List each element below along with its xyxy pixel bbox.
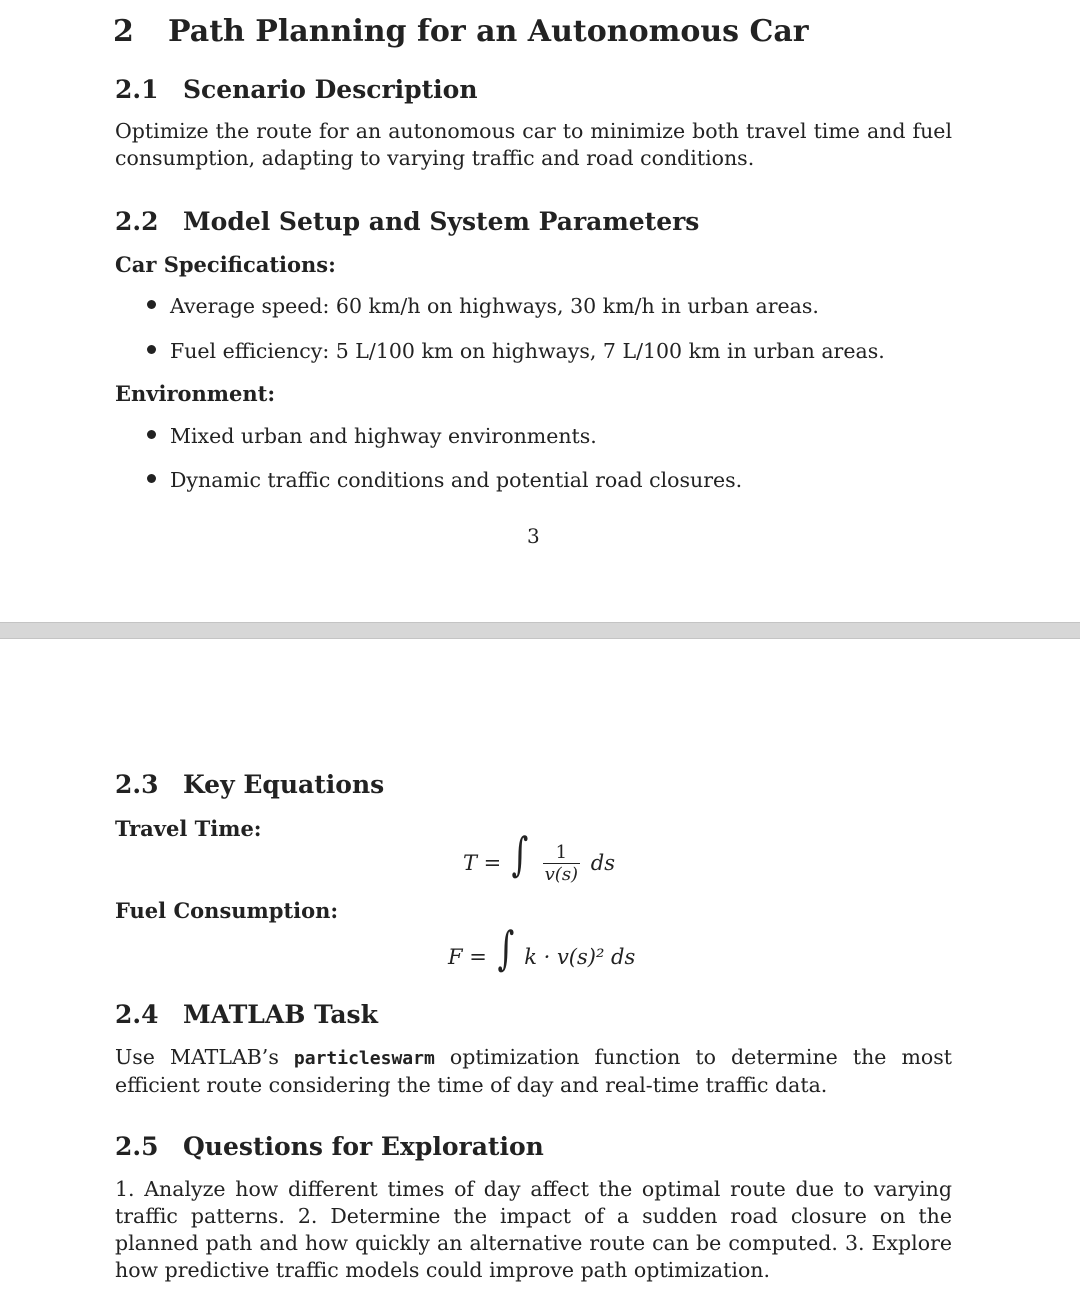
scenario-description-text: Optimize the route for an autonomous car to minimize both travel time and fuel consumption, adapting to varying traffic and road conditions. — [115, 119, 952, 170]
page-separator — [0, 622, 1080, 639]
document-page-2 — [0, 639, 1080, 1309]
subsection-2-1-number: 2.1 — [115, 75, 159, 104]
section-title: Path Planning for an Autonomous Car — [168, 14, 809, 49]
integral-symbol: ∫ — [497, 921, 514, 975]
travel-time-label: Travel Time: — [115, 816, 262, 841]
subsection-2-2-title: Model Setup and System Parameters — [183, 207, 700, 236]
list-item: Dynamic traffic conditions and potential road closures. — [147, 468, 742, 492]
subsection-2-5-title: Questions for Exploration — [183, 1132, 544, 1161]
subsection-2-3-title: Key Equations — [183, 770, 385, 799]
subsection-2-4-number: 2.4 — [115, 1000, 159, 1029]
fuel-consumption-label: Fuel Consumption: — [115, 898, 339, 923]
bullet-icon — [147, 474, 156, 483]
integral-symbol: ∫ — [511, 827, 529, 881]
subsection-2-5-number: 2.5 — [115, 1132, 159, 1161]
matlab-task-text: Use MATLAB’s particleswarm optimization function to determine the most efficient route considering the time of day and real-time traffic data. — [115, 1045, 952, 1097]
page-number: 3 — [527, 524, 540, 548]
fuel-consumption-equation: F = ∫ k · v(s)² ds — [448, 921, 636, 975]
list-item: Fuel efficiency: 5 L/100 km on highways, 7 L/100 km in urban areas. — [147, 339, 885, 363]
bullet-icon — [147, 345, 156, 354]
exploration-questions-text: 1. Analyze how different times of day affect the optimal route due to varying traffic patterns. 2. Determine the impact of a sudden road closure on the planned path and how quickly an alternative route can be computed. 3. Explore how predictive traffic models could improve path optimization. — [115, 1177, 952, 1282]
bullet-icon — [147, 430, 156, 439]
fraction: $\frac{1}{v(s)}$ — [544, 842, 579, 885]
travel-time-equation: T = ∫ $\frac{1}{v(s)}$ ds — [463, 827, 615, 885]
subsection-2-4-title: MATLAB Task — [183, 1000, 378, 1029]
subsection-2-2-number: 2.2 — [115, 207, 159, 236]
list-item: Mixed urban and highway environments. — [147, 424, 597, 448]
subsection-2-3-number: 2.3 — [115, 770, 159, 799]
list-item: Average speed: 60 km/h on highways, 30 km/h in urban areas. — [147, 294, 819, 318]
car-specifications-label: Car Specifications: — [115, 252, 336, 277]
environment-label: Environment: — [115, 381, 276, 406]
code-function-name: particleswarm — [293, 1048, 435, 1069]
subsection-2-1-title: Scenario Description — [183, 75, 478, 104]
bullet-icon — [147, 300, 156, 309]
section-number: 2 — [113, 14, 134, 49]
document-page-1 — [0, 0, 1080, 622]
